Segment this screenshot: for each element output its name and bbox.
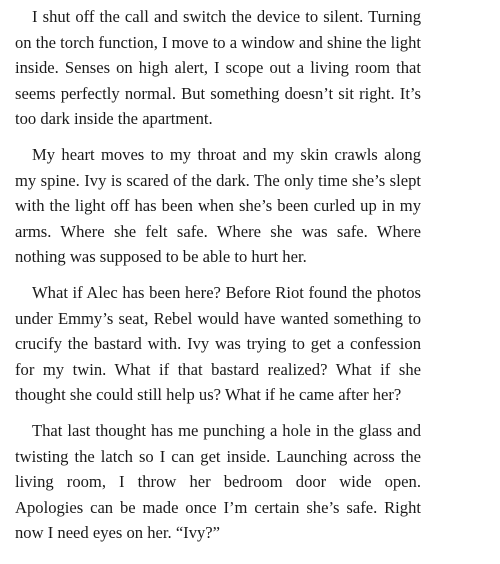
- book-page: [15, 4, 421, 546]
- paragraph-2: My heart moves to my throat and my skin crawls along my spine. Ivy is scared of the dark. The only time she’s slept with the light off has been when she’s been curled up in my arms. Where she felt safe. Where she was safe. Where nothing was supposed to be able to hurt her.: [15, 144, 421, 267]
- paragraph-1: I shut off the call and switch the device to silent. Turning on the torch function, I move to a window and shine the light inside. Senses on high alert, I scope out a living room that seems perfectly normal. But something doesn’t sit right. It’s too dark inside the apartment.: [15, 7, 422, 129]
- paragraph-4: That last thought has me punching a hole in the glass and twisting the latch so I can get inside. Launching across the living room, I throw her bedroom door wide open. Apologies can be made once I’m certain she’s safe. Right now I need eyes on her. “Ivy?”: [15, 420, 421, 543]
- paragraph-3: What if Alec has been here? Before Riot found the photos under Emmy’s seat, Rebel would have wanted something to crucify the bastard with. Ivy was trying to get a confession for my twin. What if that bastard realized? What if she thought she could still help us? What if he came after her?: [15, 282, 421, 405]
